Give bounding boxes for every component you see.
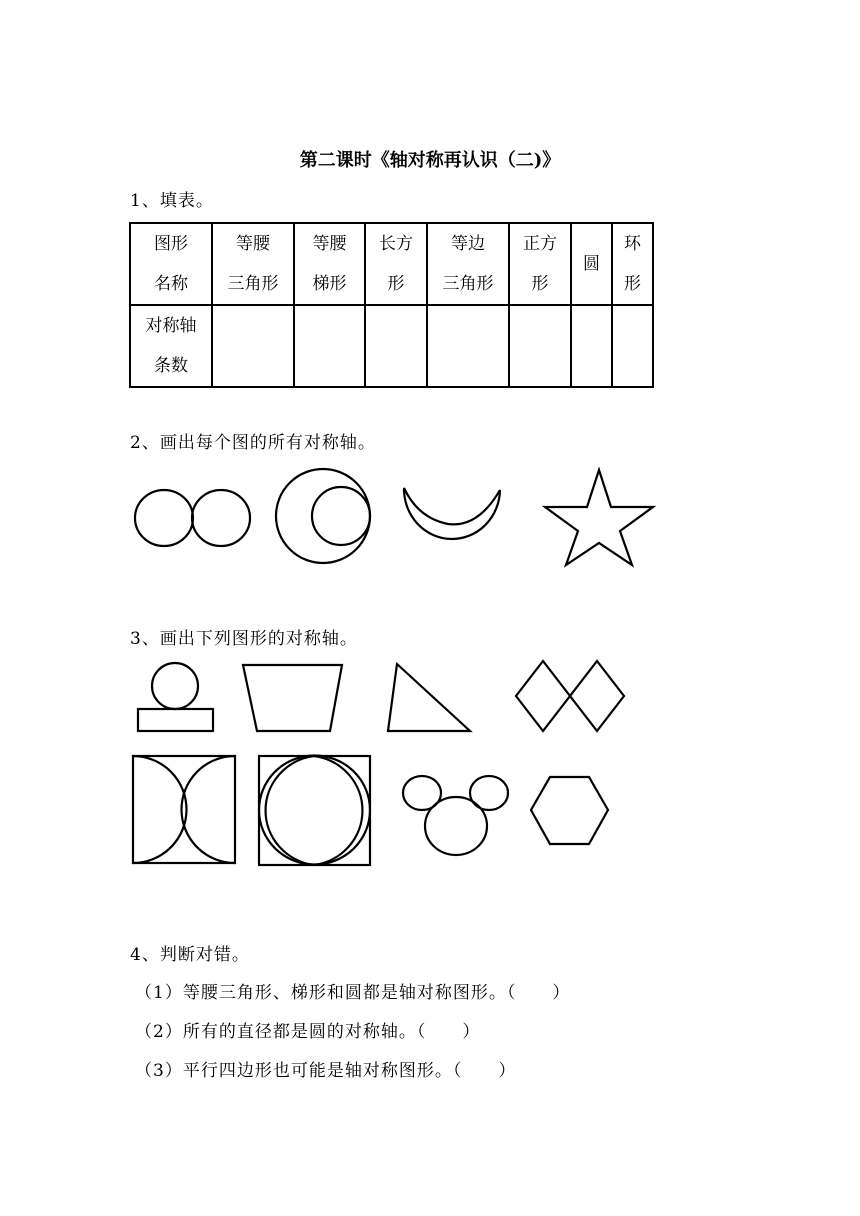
judgement-item-3: （3）平行四边形也可能是轴对称图形。（ ） <box>135 1061 517 1081</box>
question-2-label: 2、画出每个图的所有对称轴。 <box>130 433 376 453</box>
two-rhombus-figure[interactable] <box>516 661 624 731</box>
table-header-axis-count: 对称轴 条数 <box>130 305 212 387</box>
crescent-figure[interactable] <box>404 488 500 539</box>
table-header-shape-name: 图形 名称 <box>130 223 212 305</box>
judgement-item-2: （2）所有的直径都是圆的对称轴。（ ） <box>135 1022 481 1042</box>
table-header-rectangle: 长方 形 <box>365 223 427 305</box>
table-header-ring: 环 形 <box>612 223 653 305</box>
star-figure[interactable] <box>545 470 653 565</box>
two-circles-figure[interactable] <box>135 490 250 546</box>
table-header-isosceles-trapezoid: 等腰 梯形 <box>294 223 365 305</box>
circle-on-rectangle-figure[interactable] <box>138 663 213 731</box>
hexagon-figure[interactable] <box>531 777 608 844</box>
square-with-petals-figure[interactable] <box>259 756 370 865</box>
mouse-head-figure[interactable] <box>403 776 508 855</box>
judgement-item-1: （1）等腰三角形、梯形和圆都是轴对称图形。（ ） <box>135 983 571 1003</box>
square-with-semicircles-figure[interactable] <box>133 756 235 863</box>
table-header-square: 正方 形 <box>509 223 571 305</box>
question-3-label: 3、画出下列图形的对称轴。 <box>130 629 358 649</box>
table-header-isosceles-triangle: 等腰 三角形 <box>212 223 294 305</box>
page-title: 第二课时《轴对称再认识（二)》 <box>299 150 561 171</box>
right-triangle-figure[interactable] <box>388 664 470 731</box>
question-4-label: 4、判断对错。 <box>130 945 250 965</box>
table-header-equilateral-triangle: 等边 三角形 <box>427 223 509 305</box>
table-header-circle: 圆 <box>571 223 612 305</box>
question-1-label: 1、填表。 <box>130 191 214 211</box>
trapezoid-figure[interactable] <box>243 665 342 731</box>
circle-with-inner-circle-figure[interactable] <box>276 469 370 563</box>
